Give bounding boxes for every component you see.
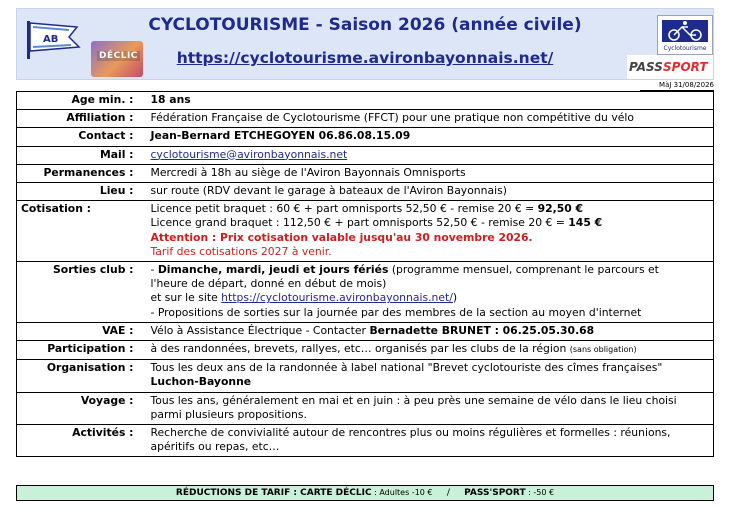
cotisation-petit-total: 92,50 € [537, 202, 584, 216]
footer-sep: : [290, 488, 301, 498]
page-title: CYCLOTOURISME - Saison 2026 (année civile) [148, 15, 582, 35]
row-value-sorties [146, 262, 714, 323]
table-row [17, 146, 714, 164]
logo-pass-part2: SPORT [663, 60, 708, 74]
logo-cyclo-caption: Cyclotourisme [663, 45, 707, 52]
organisation-bold: Luchon-Bayonne [150, 375, 252, 389]
vae-contact: Bernadette BRUNET : 06.25.05.30.68 [369, 323, 595, 337]
table-row [17, 128, 714, 146]
row-value-permanences: Mercredi à 18h au siège de l'Aviron Bayonnais Omnisports [146, 164, 714, 182]
participation-text: à des randonnées, brevets, rallyes, etc… organisés par les clubs de la région [150, 342, 570, 356]
cyclotourisme-logo [657, 15, 713, 55]
row-value-age: 18 ans [146, 92, 714, 110]
logo-ab-text: AB [43, 34, 59, 45]
row-label-sorties: Sorties club : [17, 262, 146, 323]
footer-reductions: RÉDUCTIONS DE TARIF [175, 488, 291, 498]
row-label-permanences: Permanences : [17, 164, 146, 182]
row-label-age: Age min. : [17, 92, 146, 110]
row-value-lieu: sur route (RDV devant le garage à bateaux de l'Aviron Bayonnais) [146, 183, 714, 201]
cotisation-grand-total: 145 € [568, 216, 603, 230]
mail-link[interactable]: cyclotourisme@avironbayonnais.net [150, 147, 348, 161]
info-table [16, 91, 714, 457]
table-row [17, 92, 714, 110]
pass-sport-logo [627, 55, 713, 79]
row-value-cotisation [146, 201, 714, 262]
sorties-line4: - Propositions de sorties sur la journée par des membres de la section au moyen d'internet [150, 305, 642, 319]
sorties-days: Dimanche, mardi, jeudi et jours fériés [157, 263, 389, 277]
voyage-line2: parmi plusieurs propositions. [150, 407, 307, 421]
table-row [17, 262, 714, 323]
organisation-text: Tous les deux ans de la randonnée à label national "Brevet cyclotouriste des cîmes françaises" [150, 361, 663, 375]
row-value-contact: Jean-Bernard ETCHEGOYEN 06.86.08.15.09 [146, 128, 714, 146]
row-label-vae: VAE : [17, 322, 146, 340]
table-row [17, 183, 714, 201]
logo-declic-text: DÉCLIC [99, 51, 138, 61]
footer-declic: CARTE DÉCLIC [300, 488, 372, 498]
cotisation-grand-braquet: Licence grand braquet : 112,50 € + part omnisports 52,50 € - remise 20 € = [150, 216, 569, 230]
update-date: MàJ 31/08/2026 [640, 81, 714, 91]
sorties-site-link[interactable]: https://cyclotourisme.avironbayonnais.net/ [221, 291, 453, 305]
reductions-footer [16, 485, 714, 501]
sorties-prefix: - [150, 263, 158, 277]
row-value-affiliation: Fédération Française de Cyclotourisme (FFCT) pour une pratique non compétitive du vélo [146, 110, 714, 128]
site-link[interactable]: https://cyclotourisme.avironbayonnais.net/ [176, 49, 554, 67]
table-row [17, 164, 714, 182]
voyage-line1: Tous les ans, généralement en mai et en juin : à peu près une semaine de vélo dans le lieu choisi [150, 393, 677, 407]
sorties-line3-text: et sur le site [150, 291, 222, 305]
row-label-cotisation: Cotisation : [17, 201, 146, 262]
table-row [17, 201, 714, 262]
vae-text: Vélo à Assistance Électrique - Contacter [150, 323, 370, 337]
participation-note: (sans obligation) [569, 345, 637, 355]
row-label-organisation: Organisation : [17, 360, 146, 392]
table-row [17, 360, 714, 392]
cotisation-petit-braquet: Licence petit braquet : 60 € + part omnisports 52,50 € - remise 20 € = [150, 202, 538, 216]
row-label-mail: Mail : [17, 146, 146, 164]
cotisation-tarif-2027: Tarif des cotisations 2027 à venir. [150, 244, 332, 258]
footer-pass: PASS'SPORT [464, 488, 526, 498]
table-row [17, 392, 714, 424]
row-label-contact: Contact : [17, 128, 146, 146]
footer-slash: / [432, 488, 465, 498]
sorties-line2: l'heure de départ, donné en début de mois) [150, 277, 387, 291]
footer-pass-value: : -50 € [525, 488, 555, 497]
row-label-voyage: Voyage : [17, 392, 146, 424]
sorties-line1-rest: (programme mensuel, comprenant le parcours et [388, 263, 659, 277]
page-header [16, 8, 714, 80]
row-label-activites: Activités : [17, 425, 146, 457]
table-row [17, 341, 714, 360]
table-row [17, 425, 714, 457]
table-row [17, 322, 714, 340]
footer-declic-value: : Adultes -10 € [371, 488, 433, 497]
activites-line2: apéritifs ou repas, etc… [150, 440, 280, 454]
cyclist-icon [658, 16, 712, 46]
table-row [17, 110, 714, 128]
activites-line1: Recherche de convivialité autour de rencontres plus ou moins régulières et formelles : réunions, [150, 426, 671, 440]
sorties-line3-end: ) [452, 291, 458, 305]
row-label-lieu: Lieu : [17, 183, 146, 201]
logo-pass-part1: PASS [629, 60, 663, 74]
row-label-affiliation: Affiliation : [17, 110, 146, 128]
cotisation-attention: Attention : Prix cotisation valable jusqu'au 30 novembre 2026. [150, 230, 533, 244]
row-label-participation: Participation : [17, 341, 146, 360]
